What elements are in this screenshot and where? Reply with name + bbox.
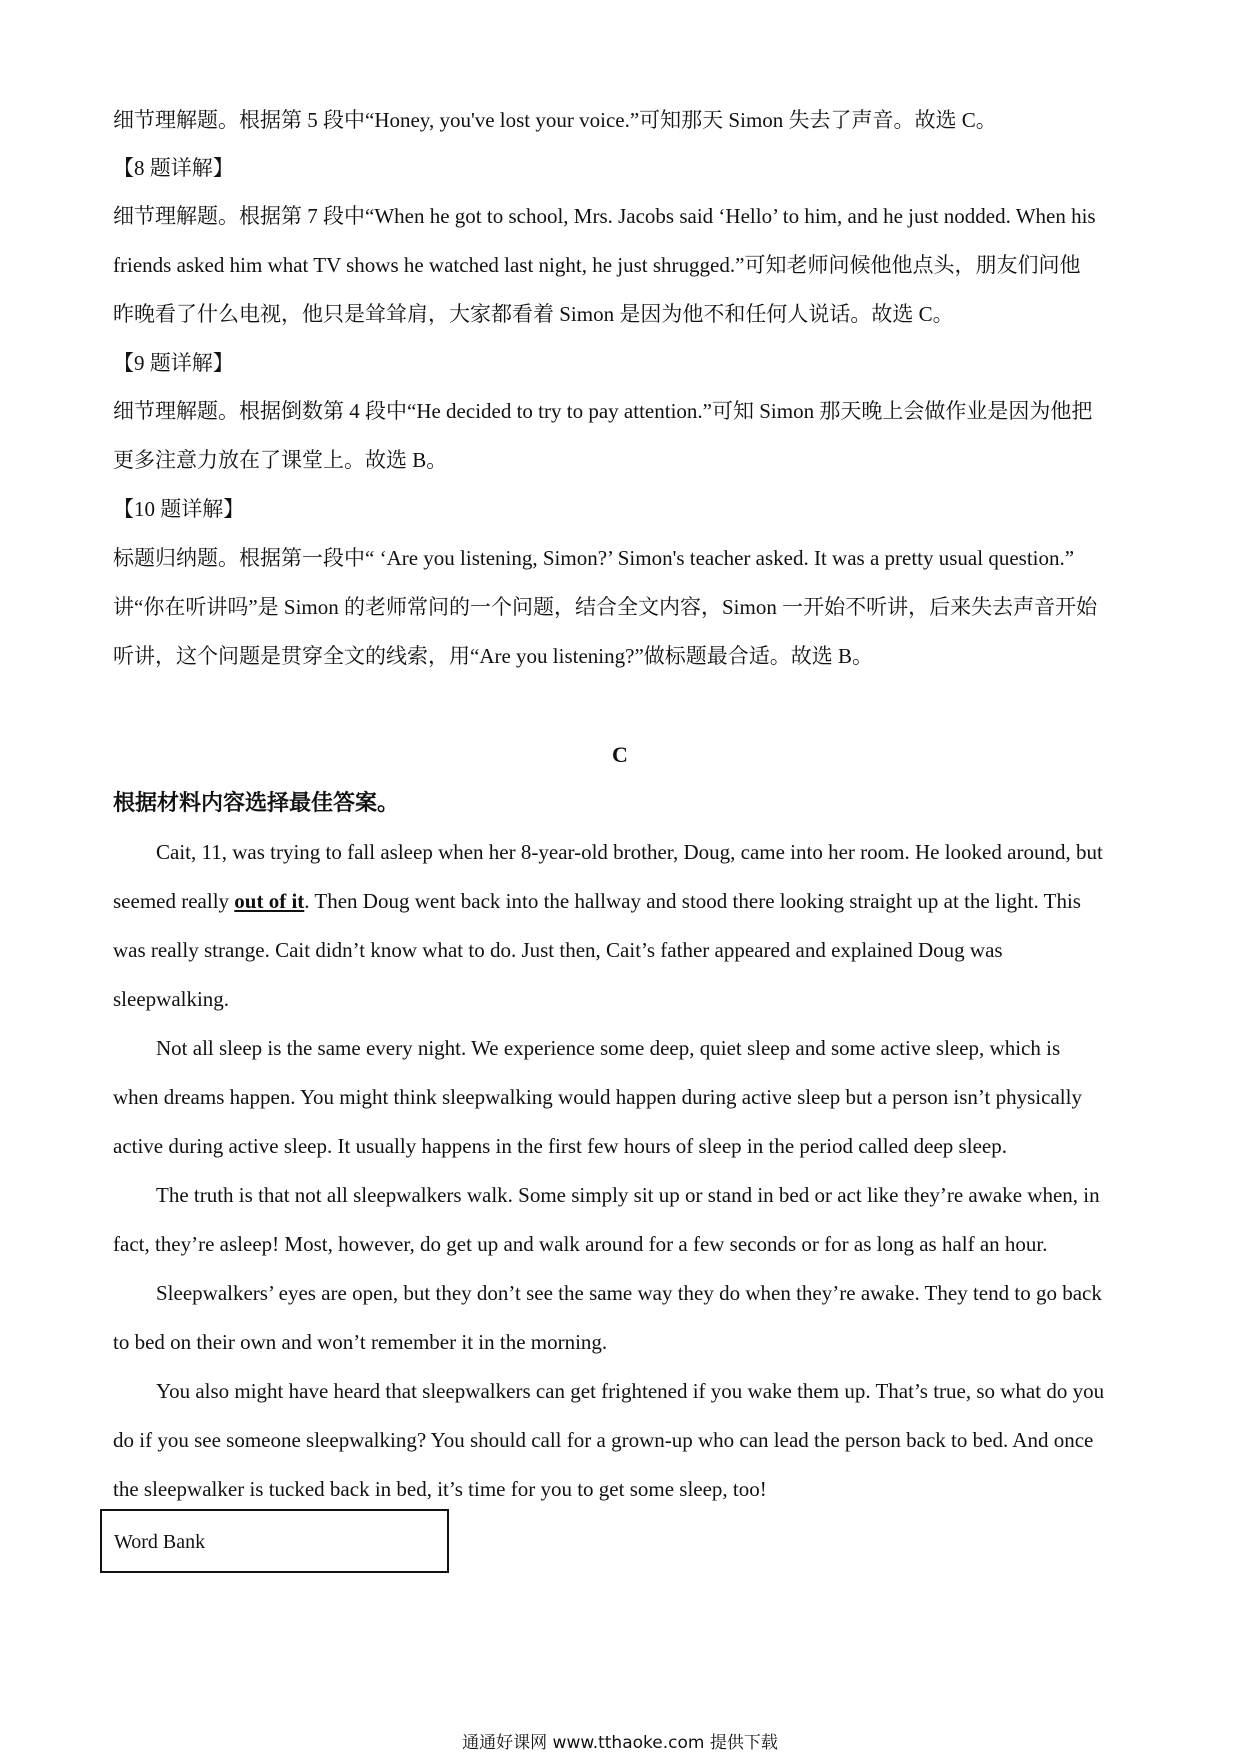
passage-p5-line-2: do if you see someone sleepwalking? You should call for a grown-up who can lead the person back to bed. And once xyxy=(113,1428,1094,1452)
passage-p1-line-2-post: . Then Doug went back into the hallway and stood there looking straight up at the light. This xyxy=(304,889,1081,913)
passage-p1-line-4: sleepwalking. xyxy=(113,987,230,1011)
passage-p1-line-3: was really strange. Cait didn’t know what to do. Just then, Cait’s father appeared and explained Doug was xyxy=(113,938,1003,962)
q8-explanation-line-3: 昨晚看了什么电视，他只是耸耸肩，大家都看着 Simon 是因为他不和任何人说话。故选 C。 xyxy=(113,302,954,326)
word-bank-label: Word Bank xyxy=(114,1531,206,1553)
footer-text: 通通好课网 www.tthaoke.com 提供下载 xyxy=(462,1733,778,1753)
passage-p2-line-2: when dreams happen. You might think sleepwalking would happen during active sleep but a person isn’t physically xyxy=(113,1085,1082,1109)
passage-p3-line-2: fact, they’re asleep! Most, however, do get up and walk around for a few seconds or for as long as half an hour. xyxy=(113,1232,1048,1256)
passage-p2-line-1: Not all sleep is the same every night. We experience some deep, quiet sleep and some active sleep, which is xyxy=(156,1036,1061,1060)
q10-heading: 【10 题详解】 xyxy=(113,497,245,521)
q9-explanation-line-1: 细节理解题。根据倒数第 4 段中“He decided to try to pay attention.”可知 Simon 那天晚上会做作业是因为他把 xyxy=(113,399,1093,423)
q8-heading: 【8 题详解】 xyxy=(113,156,234,180)
highlighted-phrase: out of it xyxy=(234,889,305,913)
section-letter: C xyxy=(612,742,628,767)
q10-explanation-line-3: 听讲，这个问题是贯穿全文的线索，用“Are you listening?”做标题最合适。故选 B。 xyxy=(113,644,874,668)
word-bank-box xyxy=(100,1509,449,1573)
passage-p1-line-2 xyxy=(113,887,1133,915)
q9-explanation-line-2: 更多注意力放在了课堂上。故选 B。 xyxy=(113,448,448,472)
q8-explanation-line-1: 细节理解题。根据第 7 段中“When he got to school, Mrs. Jacobs said ‘Hello’ to him, and he just nodded. When his xyxy=(113,204,1096,228)
q8-explanation-line-2: friends asked him what TV shows he watched last night, he just shrugged.”可知老师问候他他点头，朋友们问他 xyxy=(113,253,1081,277)
q7-explanation: 细节理解题。根据第 5 段中“Honey, you've lost your voice.”可知那天 Simon 失去了声音。故选 C。 xyxy=(113,108,997,132)
section-instruction: 根据材料内容选择最佳答案。 xyxy=(113,791,400,816)
q9-heading: 【9 题详解】 xyxy=(113,351,234,375)
passage-p5-line-1: You also might have heard that sleepwalkers can get frightened if you wake them up. That’s true, so what do you xyxy=(156,1379,1105,1403)
passage-p4-line-2: to bed on their own and won’t remember it in the morning. xyxy=(113,1330,608,1354)
passage-p3-line-1: The truth is that not all sleepwalkers walk. Some simply sit up or stand in bed or act like they’re awake when, in xyxy=(156,1183,1100,1207)
passage-p2-line-3: active during active sleep. It usually happens in the first few hours of sleep in the period called deep sleep. xyxy=(113,1134,1007,1158)
passage-p1-line-2-pre: seemed really xyxy=(113,889,235,913)
q10-explanation-line-1: 标题归纳题。根据第一段中“ ‘Are you listening, Simon?’ Simon's teacher asked. It was a pretty usual question.” xyxy=(113,546,1075,570)
passage-p1-line-1: Cait, 11, was trying to fall asleep when her 8-year-old brother, Doug, came into her room. He looked around, but xyxy=(156,840,1103,864)
passage-p5-line-3: the sleepwalker is tucked back in bed, it’s time for you to get some sleep, too! xyxy=(113,1477,767,1501)
q10-explanation-line-2: 讲“你在听讲吗”是 Simon 的老师常问的一个问题，结合全文内容，Simon 一开始不听讲，后来失去声音开始 xyxy=(113,595,1098,619)
passage-p4-line-1: Sleepwalkers’ eyes are open, but they don’t see the same way they do when they’re awake. They tend to go back xyxy=(156,1281,1102,1305)
